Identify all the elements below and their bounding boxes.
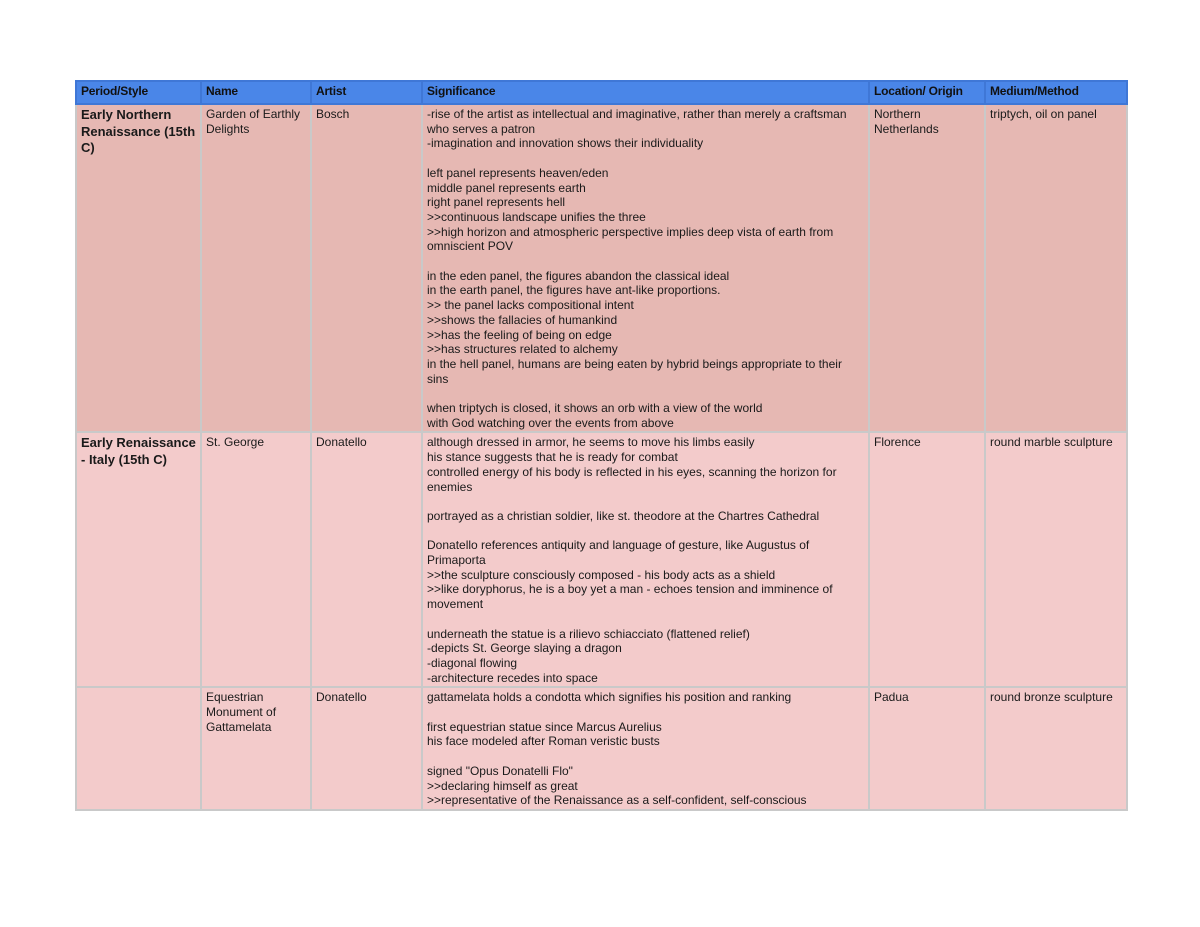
significance-line: his stance suggests that he is ready for combat	[427, 450, 678, 465]
significance-line	[427, 524, 864, 539]
significance-line: >>declaring himself as great	[427, 778, 578, 793]
location-cell: Northern Netherlands	[869, 104, 985, 432]
medium-cell: round bronze sculpture	[985, 687, 1127, 810]
header-name: Name	[201, 81, 311, 104]
header-artist: Artist	[311, 81, 422, 104]
significance-line: >>has structures related to alchemy	[427, 342, 618, 357]
significance-line: >>shows the fallacies of humankind	[427, 312, 618, 327]
significance-line: Donatello references antiquity and language of gesture, like Augustus of Primaporta	[427, 538, 810, 568]
significance-line: controlled energy of his body is reflected in his eyes, scanning the horizon for enemies	[427, 464, 837, 494]
significance-line: signed "Opus Donatelli Flo"	[427, 763, 573, 778]
significance-cell	[422, 104, 869, 432]
significance-line: although dressed in armor, he seems to move his limbs easily	[427, 435, 755, 450]
medium-cell: round marble sculpture	[985, 432, 1127, 687]
significance-line: in the earth panel, the figures have ant-like proportions.	[427, 283, 721, 298]
significance-line: middle panel represents earth	[427, 180, 586, 195]
significance-line: his face modeled after Roman veristic busts	[427, 734, 660, 749]
significance-line	[427, 494, 864, 509]
significance-line: -diagonal flowing	[427, 655, 518, 670]
significance-line: first equestrian statue since Marcus Aurelius	[427, 719, 662, 734]
period-cell	[76, 687, 201, 810]
name-cell: Equestrian Monument of Gattamelata	[201, 687, 311, 810]
significance-line	[427, 749, 864, 764]
artist-cell: Donatello	[311, 687, 422, 810]
name-cell: St. George	[201, 432, 311, 687]
significance-line	[427, 705, 864, 720]
table-row	[76, 104, 1127, 432]
period-cell: Early Renaissance - Italy (15th C)	[76, 432, 201, 687]
header-row	[76, 81, 1127, 104]
location-cell: Florence	[869, 432, 985, 687]
header-period: Period/Style	[76, 81, 201, 104]
significance-line	[427, 612, 864, 627]
significance-line: >>like doryphorus, he is a boy yet a man - echoes tension and imminence of movement	[427, 582, 833, 612]
significance-line: with God watching over the events from above	[427, 415, 674, 430]
significance-line: -imagination and innovation shows their individuality	[427, 136, 704, 151]
table-row	[76, 432, 1127, 687]
name-cell: Garden of Earthly Delights	[201, 104, 311, 432]
significance-line	[427, 151, 864, 166]
significance-line: -rise of the artist as intellectual and imaginative, rather than merely a craftsman who serves a patron	[427, 107, 847, 136]
art-history-table	[75, 80, 1128, 811]
significance-line: underneath the statue is a rilievo schiacciato (flattened relief)	[427, 626, 750, 641]
artist-cell: Donatello	[311, 432, 422, 687]
header-significance: Significance	[422, 81, 869, 104]
significance-line: right panel represents hell	[427, 195, 566, 210]
period-cell: Early Northern Renaissance (15th C)	[76, 104, 201, 432]
significance-line: >> the panel lacks compositional intent	[427, 298, 634, 313]
significance-line: >>high horizon and atmospheric perspective implies deep vista of earth from omniscient POV	[427, 224, 834, 254]
significance-line	[427, 386, 864, 401]
significance-cell	[422, 687, 869, 810]
significance-line: in the hell panel, humans are being eaten by hybrid beings appropriate to their sins	[427, 356, 842, 386]
header-medium: Medium/Method	[985, 81, 1127, 104]
significance-line: gattamelata holds a condotta which signifies his position and ranking	[427, 690, 792, 705]
significance-line: in the eden panel, the figures abandon the classical ideal	[427, 268, 730, 283]
location-cell: Padua	[869, 687, 985, 810]
artist-cell: Bosch	[311, 104, 422, 432]
significance-cell	[422, 432, 869, 687]
medium-cell: triptych, oil on panel	[985, 104, 1127, 432]
significance-line: -depicts St. George slaying a dragon	[427, 641, 622, 656]
significance-line: when triptych is closed, it shows an orb with a view of the world	[427, 401, 763, 416]
significance-line: left panel represents heaven/eden	[427, 165, 609, 180]
table-row	[76, 687, 1127, 810]
significance-line: >>the sculpture consciously composed - his body acts as a shield	[427, 567, 776, 582]
significance-line	[427, 254, 864, 269]
significance-line: >>representative of the Renaissance as a self-confident, self-conscious	[427, 793, 807, 808]
header-location: Location/ Origin	[869, 81, 985, 104]
significance-line: >>continuous landscape unifies the three	[427, 209, 646, 224]
significance-line: portrayed as a christian soldier, like st. theodore at the Chartres Cathedral	[427, 508, 820, 523]
significance-line: >>has the feeling of being on edge	[427, 327, 612, 342]
significance-line: -architecture recedes into space	[427, 670, 598, 685]
